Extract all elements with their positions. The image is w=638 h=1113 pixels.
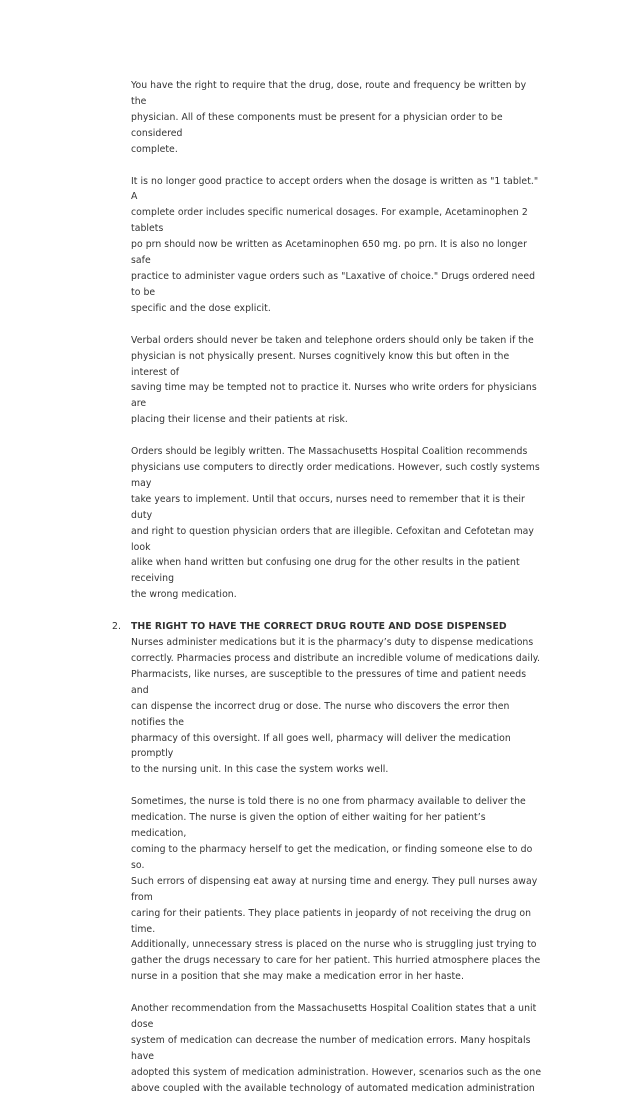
paragraph-pharmacy-duty: Nurses administer medications but it is the pharmacy’s duty to dispense medications correctly. Pharmacies process and distribute an incredible volume of medications daily. Pharmacists, like nurses, are susceptible to the pressures of time and patient needs and can dispense the incorrect drug or dose. The nurse who discovers the error then notifies the pharmacy of this oversight. If all goes well, pharmacy will deliver the medication promptly to the nursing unit. In this case the system works well.	[131, 637, 541, 776]
list-item-number: 2.	[112, 621, 121, 633]
paragraph-unit-dose-system: Another recommendation from the Massachusetts Hospital Coalition states that a unit dose system of medication can decrease the number of medication errors. Many hospitals have adopted this system of medication administration. However, scenarios such as the one above coupled with the available technology of automated medication administration	[131, 1003, 542, 1094]
document-body	[112, 78, 543, 1113]
paragraph-legible-orders: Orders should be legibly written. The Massachusetts Hospital Coalition recommends physicians use computers to directly order medications. However, such costly systems may take years to implement. Until that occurs, nurses need to remember that it is their duty and right to question physician orders that are illegible. Cefoxitan and Cefotetan may look alike when hand written but confusing one drug for the other results in the patient receiving the wrong medication.	[131, 446, 540, 601]
paragraph-physician-order-components: You have the right to require that the drug, dose, route and frequency be written by the physician. All of these components must be present for a physician order to be considered complete.	[131, 80, 527, 155]
section-heading: THE RIGHT TO HAVE THE CORRECT DRUG ROUTE AND DOSE DISPENSED	[131, 621, 507, 633]
paragraph-specific-dosages: It is no longer good practice to accept orders when the dosage is written as "1 tablet." A complete order includes specific numerical dosages. For example, Acetaminophen 2 tablets po prn should now be written as Acetaminophen 650 mg. po prn. It is also no longer safe practice to administer vague orders such as "Laxative of choice." Drugs ordered need to be specific and the dose explicit.	[131, 175, 539, 314]
paragraph-verbal-orders: Verbal orders should never be taken and telephone orders should only be taken if the physician is not physically present. Nurses cognitively know this but often in the interest of saving time may be tempted not to practice it. Nurses who write orders for physicians are placing their license and their patients at risk.	[131, 334, 537, 426]
paragraph-pharmacy-unavailable: Sometimes, the nurse is told there is no one from pharmacy available to deliver the medication. The nurse is given the option of either waiting for her patient’s medication, coming to the pharmacy herself to get the medication, or finding someone else to do so. Such errors of dispensing eat away at nursing time and energy. They pull nurses away from caring for their patients. They place patients in jeopardy of not receiving the drug on time. Additionally, unnecessary stress is placed on the nurse who is struggling just trying to gather the drugs necessary to care for her patient. This hurried atmosphere places the nurse in a position that she may make a medication error in her haste.	[131, 796, 541, 983]
list-item-right-correct-drug-dispensed	[112, 619, 543, 778]
